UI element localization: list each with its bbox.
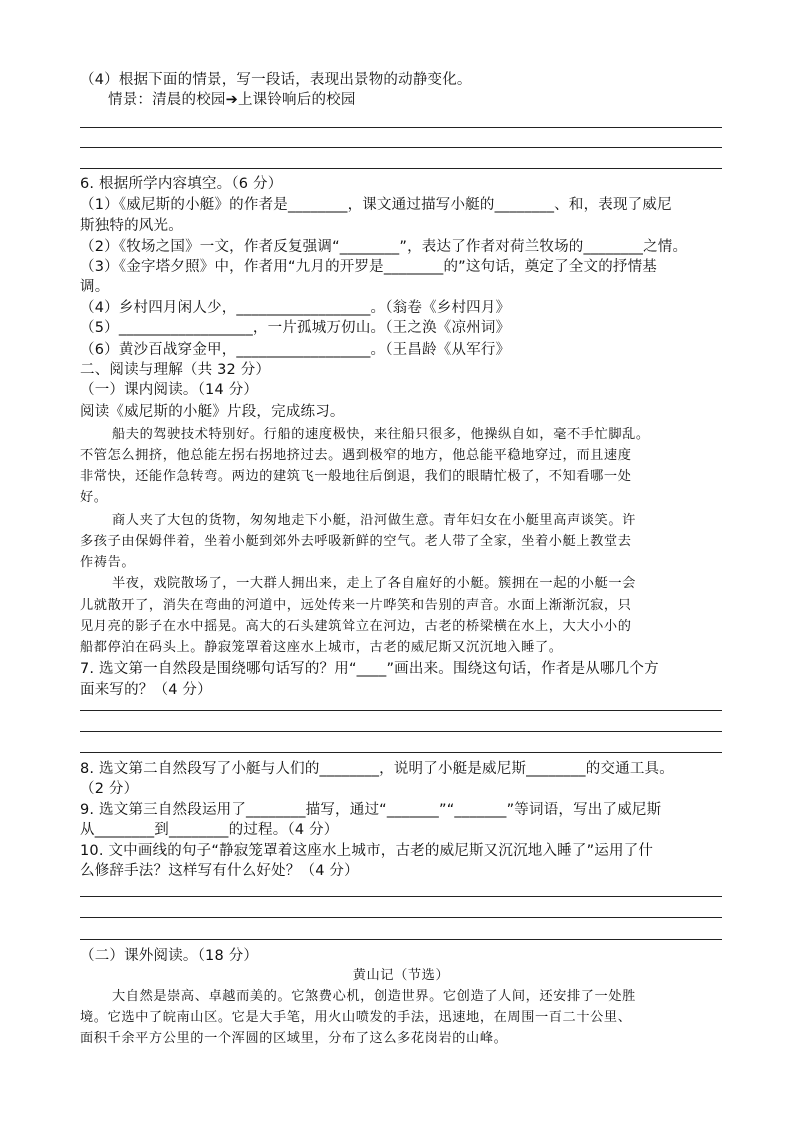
q10-title: 10. 文中画线的句子“静寂笼罩着这座水上城市，古老的威尼斯又沉沉地入睡了”运用了什	[80, 843, 654, 859]
q7-title-cont: 面来写的？（4 分）	[80, 682, 212, 698]
part-title: （一）课内阅读。（14 分）	[80, 382, 259, 398]
passage-line: 作祷告。	[80, 555, 136, 570]
answer-line[interactable]	[80, 147, 722, 148]
passage-line: 儿就散开了，消失在弯曲的河道中，远处传来一片哗笑和告别的声音。水面上渐渐沉寂，只	[80, 598, 632, 613]
q6-title: 6. 根据所学内容填空。（6 分）	[80, 176, 283, 192]
answer-line[interactable]	[80, 752, 722, 753]
reading-intro: 阅读《威尼斯的小艇》片段，完成练习。	[80, 404, 345, 420]
q6-item-6: （6）黄沙百战穿金甲，__________________。（王昌龄《从军行》	[80, 342, 511, 358]
answer-line[interactable]	[80, 127, 722, 128]
q7-title: 7. 选文第一自然段是围绕哪句话写的？用“____”画出来。围绕这句话，作者是从哪几个方	[80, 661, 659, 677]
q6-item-1-cont: 斯独特的风光。	[80, 218, 183, 234]
passage-line: 见月亮的影子在水中摇晃。高大的石头建筑耸立在河边，古老的桥梁横在水上，大大小小的	[80, 619, 632, 634]
q10-title-cont: 么修辞手法？这样写有什么好处？（4 分）	[80, 863, 359, 879]
answer-line[interactable]	[80, 896, 722, 897]
passage-line: 船都停泊在码头上。静寂笼罩着这座水上城市，古老的威尼斯又沉沉地入睡了。	[80, 640, 563, 655]
article-line: 境。它选中了皖南山区。它是大手笔，用火山喷发的手法，迅速地，在周围一百二十公里、	[80, 1010, 632, 1025]
q8-title: 8. 选文第二自然段写了小艇与人们的________，说明了小艇是威尼斯________的交通工具。	[80, 761, 674, 777]
q4-scene: 情景：清晨的校园➔上课铃响后的校园	[108, 92, 356, 108]
q8-title-cont: （2 分）	[80, 781, 139, 797]
section-title: 二、阅读与理解（共 32 分）	[80, 362, 271, 378]
article-title: 黄山记（节选）	[352, 968, 450, 983]
q6-item-4: （4）乡村四月闲人少，__________________。（翁卷《乡村四月》	[80, 300, 511, 316]
passage-line: 船夫的驾驶技术特别好。行船的速度极快，来往船只很多，他操纵自如，毫不手忙脚乱。	[112, 427, 650, 442]
part-title: （二）课外阅读。（18 分）	[80, 948, 259, 964]
q4-title: （4）根据下面的情景，写一段话，表现出景物的动静变化。	[80, 72, 472, 88]
passage-line: 好。	[80, 490, 108, 505]
answer-line[interactable]	[80, 168, 722, 169]
q6-item-5: （5）__________________，一片孤城万仞山。（王之涣《凉州词》	[80, 320, 511, 336]
answer-line[interactable]	[80, 710, 722, 711]
passage-line: 非常快，还能作急转弯。两边的建筑飞一般地往后倒退，我们的眼睛忙极了，不知看哪一处	[80, 469, 632, 484]
answer-line[interactable]	[80, 939, 722, 940]
q9-title: 9. 选文第三自然段运用了________描写，通过“_______”“_______”等词语，写出了威尼斯	[80, 802, 662, 818]
passage-line: 不管怎么拥挤，他总能左拐右拐地挤过去。遇到极窄的地方，他总能平稳地穿过，而且速度	[80, 448, 632, 463]
passage-line: 多孩子由保姆伴着，坐着小艇到郊外去呼吸新鲜的空气。老人带了全家，坐着小艇上教堂去	[80, 534, 632, 549]
answer-line[interactable]	[80, 731, 722, 732]
q6-item-3: （3）《金字塔夕照》中，作者用“九月的开罗是________的”这句话，奠定了全文的抒情基	[80, 259, 657, 275]
q9-title-cont: 从________到________的过程。（4 分）	[80, 822, 339, 838]
article-line: 大自然是崇高、卓越而美的。它煞费心机，创造世界。它创造了人间，还安排了一处胜	[112, 989, 636, 1004]
article-line: 面积千余平方公里的一个浑圆的区域里，分布了这么多花岗岩的山峰。	[80, 1031, 508, 1046]
passage-line: 商人夹了大包的货物，匆匆地走下小艇，沿河做生意。青年妇女在小艇里高声谈笑。许	[112, 513, 636, 528]
q6-item-3-cont: 调。	[80, 279, 110, 295]
answer-line[interactable]	[80, 917, 722, 918]
passage-line: 半夜，戏院散场了，一大群人拥出来，走上了各自雇好的小艇。簇拥在一起的小艇一会	[112, 576, 636, 591]
q6-item-1: （1）《威尼斯的小艇》的作者是________，课文通过描写小艇的________、和，表现了威尼	[80, 197, 672, 213]
q6-item-2: （2）《牧场之国》一文，作者反复强调“________”，表达了作者对荷兰牧场的________之情。	[80, 239, 688, 255]
